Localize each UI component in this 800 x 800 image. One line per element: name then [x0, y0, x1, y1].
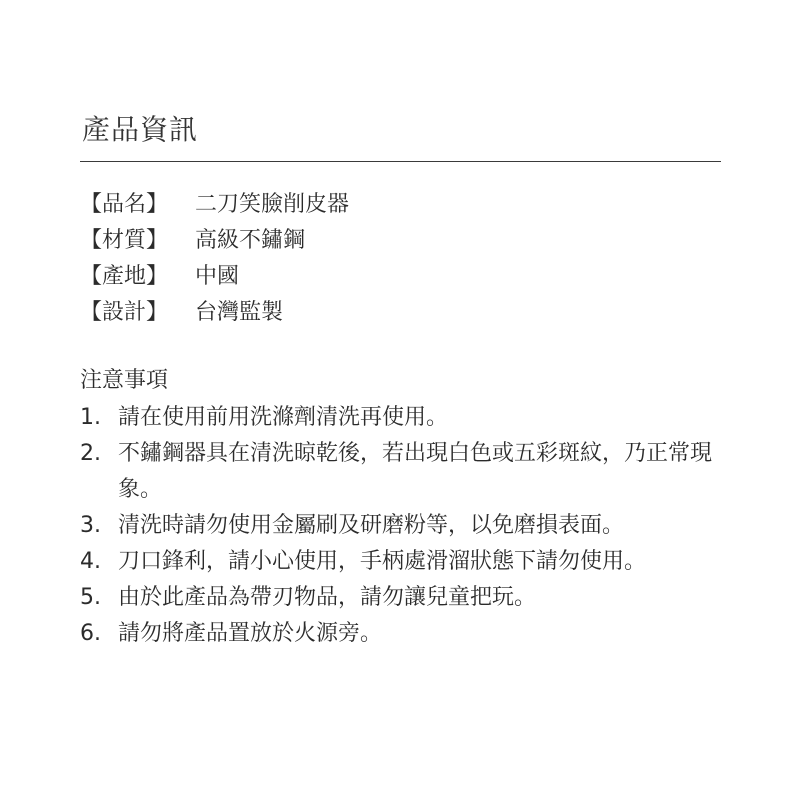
spec-value: 高級不鏽鋼	[195, 227, 306, 253]
spec-key: 【品名】	[80, 191, 169, 217]
note-text: 由於此產品為帶刃物品，請勿讓兒童把玩。	[118, 585, 537, 610]
note-text: 清洗時請勿使用金屬刷及研磨粉等，以免磨損表面。	[118, 513, 625, 538]
list-item	[80, 616, 725, 652]
note-text: 請在使用前用洗滌劑清洗再使用。	[118, 405, 449, 430]
spec-value: 二刀笑臉削皮器	[195, 191, 350, 217]
note-text: 刀口鋒利，請小心使用，手柄處滑溜狀態下請勿使用。	[118, 549, 647, 574]
note-number: 6.	[80, 621, 101, 646]
note-text: 請勿將產品置放於火源旁。	[118, 621, 383, 646]
note-text: 不鏽鋼器具在清洗晾乾後，若出現白色或五彩斑紋，乃正常現象。	[118, 441, 713, 502]
note-number: 3.	[80, 513, 101, 538]
section-title: 產品資訊	[82, 113, 199, 146]
spec-row-design	[80, 292, 720, 328]
spec-key: 【材質】	[80, 227, 169, 253]
spec-key: 【產地】	[80, 263, 169, 289]
note-number: 4.	[80, 549, 101, 574]
list-item	[80, 400, 725, 436]
note-number: 5.	[80, 585, 101, 610]
list-item	[80, 508, 725, 544]
spec-value: 中國	[195, 263, 240, 289]
list-item	[80, 544, 725, 580]
spec-key: 【設計】	[80, 299, 169, 325]
spec-row-material	[80, 220, 720, 256]
notes-title: 注意事項	[80, 368, 169, 393]
notes-list	[80, 400, 725, 652]
spec-list	[80, 184, 720, 328]
spec-row-name	[80, 184, 720, 220]
title-divider	[80, 161, 721, 162]
list-item	[80, 436, 725, 508]
spec-value: 台灣監製	[195, 299, 284, 325]
note-number: 1.	[80, 405, 101, 430]
note-number: 2.	[80, 441, 101, 466]
spec-row-origin	[80, 256, 720, 292]
list-item	[80, 580, 725, 616]
